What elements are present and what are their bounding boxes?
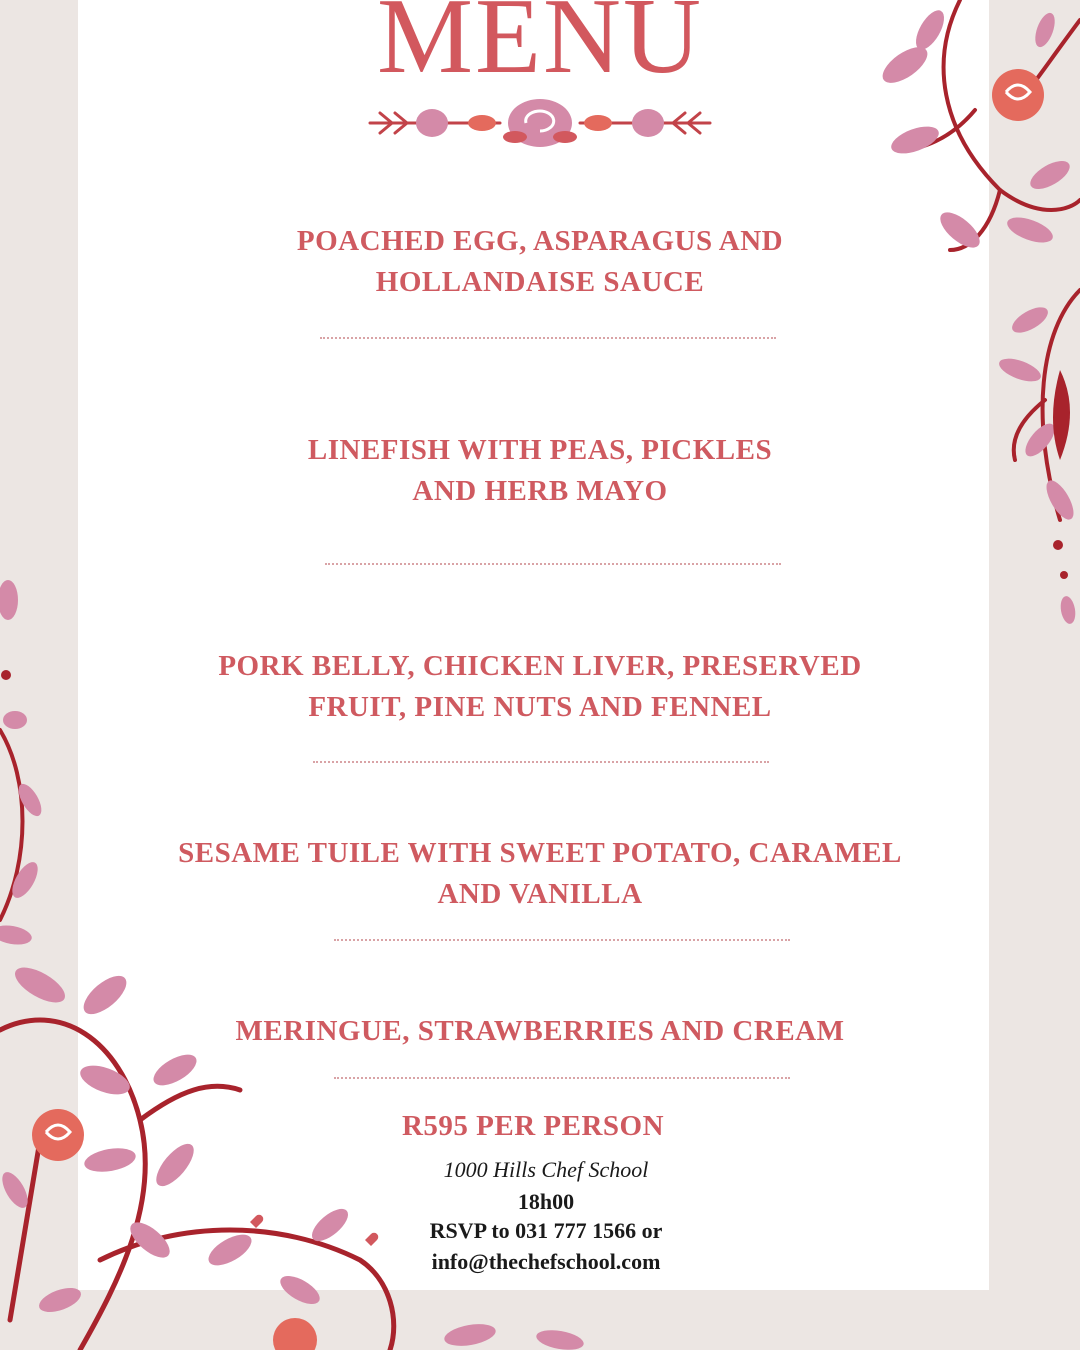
- course-line: MERINGUE, STRAWBERRIES AND CREAM: [235, 1015, 845, 1047]
- course-line: AND VANILLA: [437, 878, 643, 910]
- left-vine: [0, 730, 23, 920]
- course-2: [100, 430, 980, 512]
- dotted-divider: [334, 939, 790, 941]
- course-line: SESAME TUILE WITH SWEET POTATO, CARAMEL: [178, 837, 902, 869]
- event-time: 18h00: [517, 1189, 575, 1214]
- course-1: [100, 221, 980, 303]
- course-line: LINEFISH WITH PEAS, PICKLES: [307, 434, 773, 466]
- dotted-divider: [313, 761, 769, 763]
- course-line: PORK BELLY, CHICKEN LIVER, PRESERVED: [218, 650, 862, 682]
- rose-icon-bottom-center: [273, 1318, 317, 1350]
- menu-title: MENU: [377, 0, 703, 96]
- petal-shape-right: [1053, 370, 1070, 460]
- course-3: [100, 646, 980, 728]
- menu-card: [78, 0, 989, 1290]
- course-line: HOLLANDAISE SAUCE: [375, 266, 705, 298]
- course-4: [100, 833, 980, 915]
- course-line: AND HERB MAYO: [412, 475, 668, 507]
- price: R595 PER PERSON: [401, 1110, 665, 1142]
- course-5: [100, 1011, 980, 1052]
- rsvp-email: info@thechefschool.com: [431, 1249, 661, 1274]
- right-vine: [1014, 290, 1080, 520]
- left-leaves: [0, 580, 46, 947]
- course-line: POACHED EGG, ASPARAGUS AND: [296, 225, 784, 257]
- course-line: FRUIT, PINE NUTS AND FENNEL: [308, 691, 772, 723]
- dotted-divider: [325, 563, 781, 565]
- venue-name: 1000 Hills Chef School: [443, 1157, 649, 1182]
- dotted-divider: [334, 1077, 790, 1079]
- right-leaves: [996, 302, 1079, 625]
- dotted-divider: [320, 337, 776, 339]
- rsvp-phone: RSVP to 031 777 1566 or: [429, 1218, 663, 1243]
